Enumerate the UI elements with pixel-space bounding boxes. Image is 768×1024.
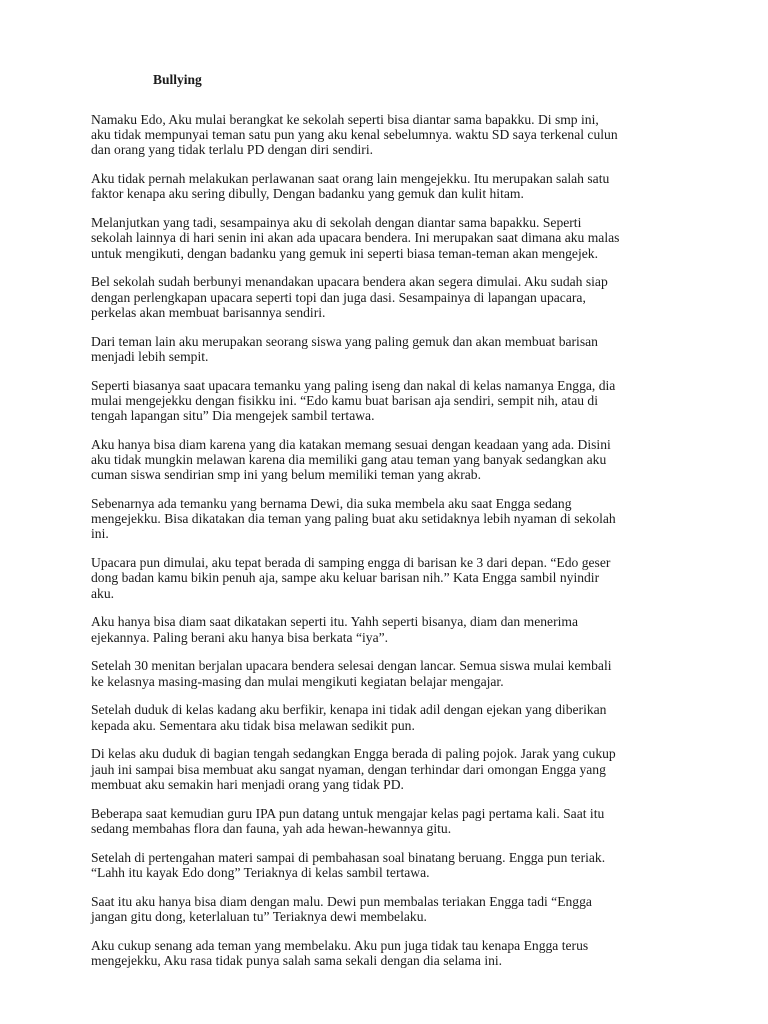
paragraph [91,658,687,688]
text-line: sedang membahas flora dan fauna, yah ada hewan-hewannya gitu. [91,820,452,836]
text-line: Aku hanya bisa diam karena yang dia katakan memang sesuai dengan keadaan yang ada. Disini [91,436,611,452]
text-line: cuman siswa sendirian smp ini yang belum memiliki teman yang akrab. [91,467,481,483]
paragraph [91,112,687,158]
paragraph [91,746,687,792]
text-line: aku. [91,585,115,601]
text-line: mengejekku. Bisa dikatakan dia teman yang paling buat aku setidaknya lebih nyaman di sekolah [91,511,616,527]
text-line: dan orang yang tidak terlalu PD dengan diri sendiri. [91,142,373,158]
text-line: membuat aku semakin hari menjadi orang yang tidak PD. [91,776,404,792]
text-line: untuk mengikuti, dengan badanku yang gemuk ini seperti biasa teman-teman akan mengejek. [91,245,598,261]
text-line: mengejekku, Aku rasa tidak punya salah sama sekali dengan dia selama ini. [91,952,503,968]
text-line: Melanjutkan yang tadi, sesampainya aku di sekolah dengan diantar sama bapakku. Seperti [91,215,582,231]
document-title: Bullying [153,72,202,87]
paragraph [91,702,687,732]
text-line: Aku cukup senang ada teman yang membelaku. Aku pun juga tidak tau kenapa Engga terus [91,937,589,953]
paragraph [91,171,687,201]
text-line: dong badan kamu bikin penuh aja, sampe aku keluar barisan nih.” Kata Engga sambil nyindir [91,570,600,586]
text-line: Aku tidak pernah melakukan perlawanan saat orang lain mengejekku. Itu merupakan salah satu [91,171,610,187]
text-line: faktor kenapa aku sering dibully, Dengan badanku yang gemuk dan kulit hitam. [91,186,524,202]
text-line: ke kelasnya masing-masing dan mulai mengikuti kegiatan belajar mengajar. [91,673,504,689]
text-line: Seperti biasanya saat upacara temanku yang paling iseng dan nakal di kelas namanya Engga, dia [91,377,616,393]
text-line: Di kelas aku duduk di bagian tengah sedangkan Engga berada di paling pojok. Jarak yang cukup [91,746,616,762]
text-line: aku tidak mempunyai teman satu pun yang aku kenal sebelumnya. waktu SD saya terkenal culun [91,127,618,143]
paragraph [91,496,687,542]
text-line: mulai mengejekku dengan fisikku ini. “Edo kamu buat barisan aja sendiri, sempit nih, atau di [91,392,598,408]
paragraph [91,894,687,924]
text-line: menjadi lebih sempit. [91,348,209,364]
story-body [91,112,687,982]
text-line: Saat itu aku hanya bisa diam dengan malu. Dewi pun membalas teriakan Engga tadi “Engga [91,893,592,909]
paragraph [91,215,687,261]
text-line: perkelas akan membuat barisannya sendiri. [91,304,326,320]
text-line: Namaku Edo, Aku mulai berangkat ke sekolah seperti bisa diantar sama bapakku. Di smp ini, [91,112,599,127]
paragraph [91,614,687,644]
paragraph [91,274,687,320]
text-line: ini. [91,526,109,542]
paragraph [91,437,687,483]
text-line: kepada aku. Sementara aku tidak bisa melawan sedikit pun. [91,717,415,733]
paragraph [91,806,687,836]
text-line: Sebenarnya ada temanku yang bernama Dewi, dia suka membela aku saat Engga sedang [91,496,572,512]
text-line: dengan perlengkapan upacara seperti topi dan juga dasi. Sesampainya di lapangan upacara, [91,289,586,305]
text-line: sekolah lainnya di hari senin ini akan ada upacara bendera. Ini merupakan saat dimana aku malas [91,230,620,246]
text-line: Setelah duduk di kelas kadang aku berfikir, kenapa ini tidak adil dengan ejekan yang diberikan [91,702,607,718]
text-line: ejekannya. Paling berani aku hanya bisa berkata “iya”. [91,629,389,645]
paragraph [91,334,687,364]
text-line: Beberapa saat kemudian guru IPA pun datang untuk mengajar kelas pagi pertama kali. Saat itu [91,805,605,821]
text-line: jangan gitu dong, keterlaluan tu” Teriaknya dewi membelaku. [91,908,427,924]
text-line: Upacara pun dimulai, aku tepat berada di samping engga di barisan ke 3 dari depan. “Edo geser [91,555,611,571]
text-line: tengah lapangan situ” Dia mengejek sambil tertawa. [91,408,375,424]
paragraph [91,938,687,968]
paragraph [91,555,687,601]
text-line: Setelah di pertengahan materi sampai di pembahasan soal binatang beruang. Engga pun teriak. [91,849,606,865]
text-line: Bel sekolah sudah berbunyi menandakan upacara bendera akan segera dimulai. Aku sudah siap [91,274,608,290]
text-line: Setelah 30 menitan berjalan upacara bendera selesai dengan lancar. Semua siswa mulai kembali [91,658,612,674]
text-line: Dari teman lain aku merupakan seorang siswa yang paling gemuk dan akan membuat barisan [91,333,598,349]
paragraph [91,378,687,424]
text-line: jauh ini sampai bisa membuat aku sangat nyaman, dengan terhindar dari omongan Engga yang [91,761,606,777]
text-line: “Lahh itu kayak Edo dong” Teriaknya di kelas sambil tertawa. [91,864,430,880]
text-line: Aku hanya bisa diam saat dikatakan seperti itu. Yahh seperti bisanya, diam dan menerima [91,614,578,630]
text-line: aku tidak mungkin melawan karena dia memiliki gang atau teman yang banyak sedangkan aku [91,452,607,468]
paragraph [91,850,687,880]
